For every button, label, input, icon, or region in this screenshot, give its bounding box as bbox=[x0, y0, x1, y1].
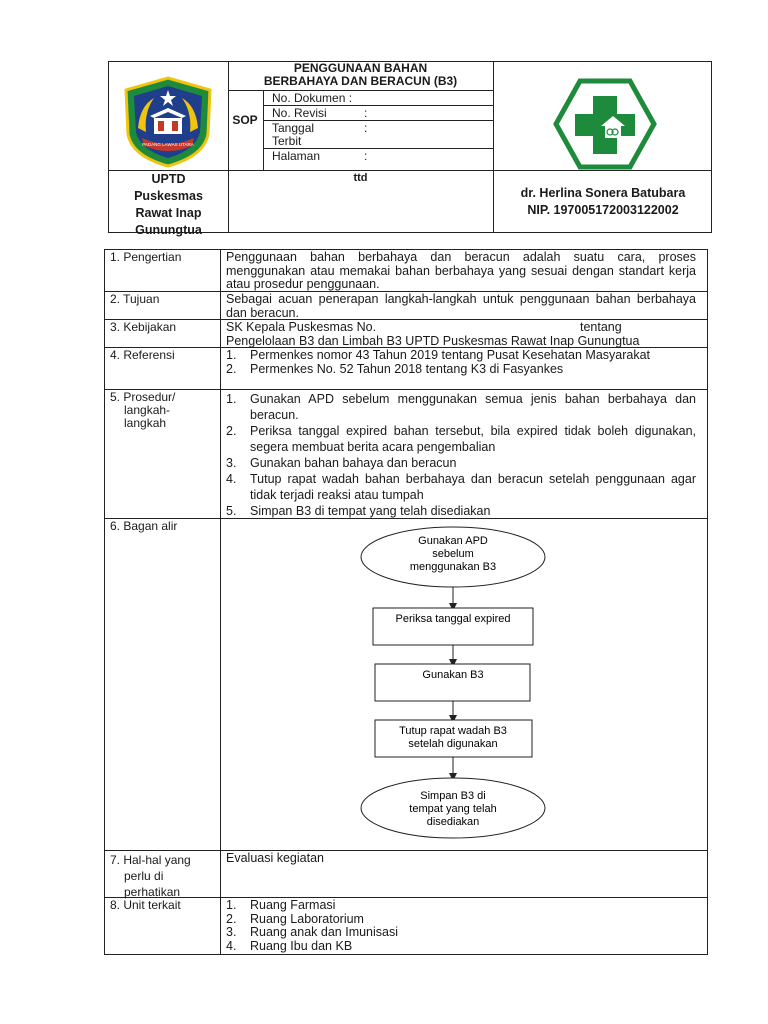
meta-colon: : bbox=[364, 149, 368, 163]
label-bagan-alir: 6. Bagan alir bbox=[110, 519, 178, 533]
logo-banner-text: PADANG LAWAS UTARA bbox=[142, 142, 194, 147]
sop-label: SOP bbox=[232, 113, 258, 127]
meta-colon: : bbox=[364, 106, 368, 120]
label-line: langkah bbox=[124, 416, 167, 430]
list-referensi bbox=[226, 349, 696, 376]
list-item bbox=[226, 349, 696, 363]
list-item bbox=[226, 471, 696, 503]
label-line: perlu di bbox=[124, 869, 164, 883]
kebijakan-sk: SK Kepala Puskesmas No. bbox=[226, 320, 377, 334]
label-prosedur bbox=[110, 391, 175, 430]
org-line-2: Puskesmas bbox=[134, 189, 203, 203]
text-pengertian: Penggunaan bahan berbahaya dan beracun adalah suatu cara, proses menggunakan atau memakai bahan berbahaya yang sesuai dengan standart kerja atau prosedur penggunaan. bbox=[226, 250, 696, 291]
item-number: 2. bbox=[226, 911, 237, 926]
meta-label: No. Dokumen : bbox=[272, 91, 353, 105]
kebijakan-tentang: tentang bbox=[580, 320, 622, 334]
meta-label: Halaman bbox=[272, 149, 321, 163]
org-line-1: UPTD bbox=[151, 172, 186, 186]
list-item bbox=[226, 363, 696, 377]
node-text: Tutup rapat wadah B3 bbox=[399, 725, 507, 737]
sop-divider bbox=[263, 90, 264, 170]
item-number: 1. bbox=[226, 392, 237, 406]
label-line: 5. Prosedur/ bbox=[110, 390, 176, 404]
list-item bbox=[226, 940, 696, 954]
signer-block bbox=[494, 185, 712, 219]
flowchart bbox=[221, 519, 707, 850]
node-text: setelah digunakan bbox=[408, 738, 498, 750]
list-item bbox=[226, 926, 696, 940]
row-sep-6 bbox=[104, 850, 708, 851]
list-item bbox=[226, 899, 696, 913]
list-item bbox=[226, 423, 696, 455]
item-number: 3. bbox=[226, 925, 237, 939]
item-text: Permenkes nomor 43 Tahun 2019 tentang Pusat Kesehatan Masyarakat bbox=[250, 348, 651, 362]
label-line: perhatikan bbox=[124, 885, 181, 899]
item-text: Ruang Ibu dan KB bbox=[250, 938, 353, 953]
label-pengertian: 1. Pengertian bbox=[110, 250, 182, 264]
meta-label: Tanggal bbox=[272, 121, 315, 135]
title-line-2: BERBAHAYA DAN BERACUN (B3) bbox=[263, 74, 458, 88]
node-text: Gunakan B3 bbox=[422, 669, 484, 681]
label-hal-hal bbox=[110, 852, 191, 900]
meta-colon: : bbox=[364, 121, 368, 135]
item-number: 1. bbox=[226, 348, 237, 362]
title-line-1: PENGGUNAAN BAHAN bbox=[293, 61, 428, 75]
row-sep-7 bbox=[104, 897, 708, 898]
text-tujuan: Sebagai acuan penerapan langkah-langkah untuk penggunaan bahan berbahaya dan beracun. bbox=[226, 292, 696, 320]
org-line-3: Rawat Inap bbox=[135, 206, 202, 220]
title-divider bbox=[228, 90, 493, 91]
node-text: Gunakan APD bbox=[418, 535, 488, 547]
item-text: Ruang anak dan Imunisasi bbox=[250, 925, 399, 939]
organization-name bbox=[109, 171, 228, 239]
label-unit-terkait: 8. Unit terkait bbox=[110, 898, 181, 912]
org-line-4: Gunungtua bbox=[135, 223, 202, 237]
item-text: Gunakan bahan bahaya dan beracun bbox=[250, 456, 457, 470]
item-number: 4. bbox=[226, 472, 237, 486]
meta-row-halaman bbox=[272, 150, 482, 162]
item-text: Tutup rapat wadah bahan berbahaya dan beracun setelah penggunaan agar tidak terjadi reaksi atau tumpah bbox=[250, 472, 696, 502]
meta-row-terbit bbox=[272, 135, 301, 147]
meta-row-no-revisi bbox=[272, 107, 482, 119]
item-number: 4. bbox=[226, 938, 237, 953]
label-line: langkah- bbox=[124, 403, 171, 417]
node-text: sebelum bbox=[432, 548, 474, 560]
text-hal-hal: Evaluasi kegiatan bbox=[226, 851, 324, 865]
item-number: 1. bbox=[226, 898, 237, 912]
list-item bbox=[226, 913, 696, 927]
signature-label: ttd bbox=[353, 172, 368, 184]
regency-emblem-logo bbox=[120, 76, 216, 168]
row-sep-4 bbox=[104, 389, 708, 390]
item-text: Ruang Farmasi bbox=[250, 898, 336, 912]
label-referensi: 4. Referensi bbox=[110, 348, 175, 362]
text-kebijakan bbox=[226, 321, 696, 348]
item-text: Permenkes No. 52 Tahun 2018 tentang K3 di Fasyankes bbox=[250, 361, 564, 376]
label-kebijakan: 3. Kebijakan bbox=[110, 320, 177, 334]
node-text: Periksa tanggal expired bbox=[395, 613, 511, 625]
list-unit-terkait bbox=[226, 899, 696, 953]
item-text: Simpan B3 di tempat yang telah disediakan bbox=[250, 504, 491, 518]
node-text: tempat yang telah bbox=[409, 803, 497, 815]
meta-row-tanggal bbox=[272, 122, 482, 134]
node-text: menggunakan B3 bbox=[409, 561, 497, 573]
meta-label: No. Revisi bbox=[272, 106, 327, 120]
meta-row-no-dokumen bbox=[272, 92, 352, 104]
item-text: Ruang Laboratorium bbox=[250, 911, 364, 926]
document-title bbox=[228, 62, 493, 88]
list-item bbox=[226, 391, 696, 423]
list-item bbox=[226, 455, 696, 471]
item-number: 2. bbox=[226, 361, 237, 376]
list-prosedur bbox=[226, 391, 696, 519]
signer-name: dr. Herlina Sonera Batubara bbox=[520, 186, 686, 200]
item-number: 3. bbox=[226, 456, 237, 470]
item-text: Gunakan APD sebelum menggunakan semua jenis bahan berbahaya dan beracun. bbox=[250, 392, 696, 422]
kebijakan-line-2: Pengelolaan B3 dan Limbah B3 UPTD Puskesmas Rawat Inap Gunungtua bbox=[226, 333, 640, 348]
node-text: Simpan B3 di bbox=[420, 790, 486, 802]
item-text: Periksa tanggal expired bahan tersebut, bila expired tidak boleh digunakan, segera membuat berita acara pengembalian bbox=[250, 424, 696, 454]
node-text: disediakan bbox=[426, 816, 480, 828]
label-line: 7. Hal-hal yang bbox=[110, 853, 191, 867]
meta-label: Terbit bbox=[272, 134, 302, 148]
list-item bbox=[226, 503, 696, 519]
item-number: 2. bbox=[226, 424, 237, 438]
item-number: 5. bbox=[226, 504, 237, 518]
puskesmas-logo bbox=[553, 78, 657, 170]
signer-nip: NIP. 197005172003122002 bbox=[527, 203, 679, 217]
label-tujuan: 2. Tujuan bbox=[110, 292, 160, 306]
